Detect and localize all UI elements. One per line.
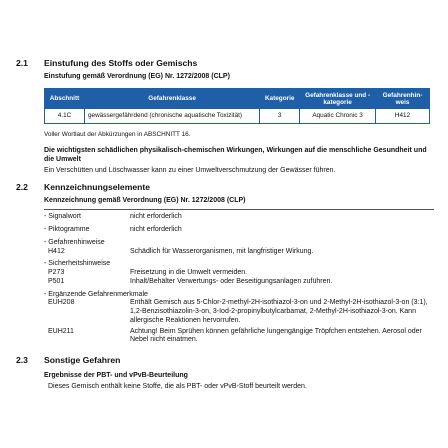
column-header: Gefahrenhin-weis — [376, 89, 430, 109]
subsection-heading: Kennzeichnung gemäß Verordnung (EG) Nr. 1272/2008 (CLP) — [44, 196, 246, 204]
section-2-2 — [16, 182, 434, 345]
precaution-row — [44, 269, 434, 278]
pictogram-label: - Piktogramme — [44, 226, 90, 234]
subsection-heading: Ergebnisse der PBT- und vPvB-Beurteilung — [44, 371, 188, 379]
table-header-row — [45, 89, 430, 109]
abbreviation-note: Voller Wortlaut der Abkürzungen in ABSCHNITT 16. — [44, 131, 191, 139]
supplemental-label-text: - Ergänzende Gefahrenmerkmale — [44, 290, 148, 298]
hazard-statements-label-text: - Gefahrenhinweise — [44, 238, 105, 246]
section-number: 2.2 — [16, 182, 28, 192]
section-title: Sonstige Gefahren — [44, 355, 121, 365]
column-header: Kategorie — [260, 89, 300, 109]
section-title: Einstufung des Stoffs oder Gemischs — [44, 58, 198, 68]
label-row-pictogram — [44, 226, 434, 235]
divider — [44, 209, 434, 210]
effects-heading: Die wichtigsten schädlichen physikalisch-chemischen Wirkungen, Wirkungen auf die menschliche Gesundheit und die Umwelt — [44, 147, 427, 164]
signal-word-label: - Signalwort — [44, 213, 81, 221]
hazard-statement-row — [44, 248, 434, 257]
supplemental-code: EUH208 — [48, 299, 75, 307]
precaution-text: Freisetzung in die Umwelt vermeiden. — [130, 269, 248, 277]
hazard-statements-label — [44, 239, 434, 248]
column-header: Gefahrenklasse und -kategorie — [300, 89, 376, 109]
table-cell: 3 — [260, 109, 300, 124]
section-number: 2.1 — [16, 58, 28, 68]
supplemental-code: EUH211 — [48, 327, 74, 335]
table-row — [45, 109, 430, 124]
column-header: Gefahrenklasse — [84, 89, 259, 109]
table-cell: H412 — [376, 109, 430, 124]
column-header: Abschnitt — [45, 89, 85, 109]
supplemental-row — [44, 299, 434, 325]
supplemental-label — [44, 291, 434, 300]
label-row-signal — [44, 213, 434, 222]
table-cell: 4.1C — [45, 109, 85, 124]
subsection-heading: Einstufung gemäß Verordnung (EG) Nr. 1272/2008 (CLP) — [44, 72, 230, 80]
hazard-classification-table — [44, 88, 430, 124]
supplemental-text: Achtung! Beim Sprühen können gefährliche lungengängige Tröpfchen entstehen. Aerosol oder Nebel nicht einatmen. — [130, 327, 422, 344]
section-title: Kennzeichnungselemente — [44, 182, 151, 192]
supplemental-row — [44, 328, 434, 346]
section-2-1 — [16, 58, 434, 176]
section-number: 2.3 — [16, 355, 28, 365]
table-cell: Aquatic Chronic 3 — [300, 109, 376, 124]
pbt-assessment-text: Dieses Gemisch enthält keine Stoffe, die als PBT- oder vPvB-Stoff beurteilt werden. — [48, 383, 307, 391]
section-heading — [16, 355, 434, 366]
section-heading — [16, 58, 434, 69]
section-2-3 — [16, 355, 434, 392]
pictogram-value: nicht erforderlich — [130, 226, 182, 234]
precaution-row — [44, 278, 434, 287]
supplemental-text: Enthält Gemisch aus 5-Chlor-2-methyl-2H-isothiazol-3-on und 2-Methyl-2H-isothiazol-3-on (3:1), 1,2-Benzisothiazolin-3-on, 3-Iod-2-propinylbutylcarbamat, 2-Methyl-2H-isothiazol-3-on. Kann allergische Reaktionen hervorrufen. — [130, 299, 428, 324]
hazard-text: Schädlich für Wasserorganismen, mit langfristiger Wirkung. — [130, 247, 314, 255]
hazard-code: H412 — [48, 247, 65, 255]
precautionary-label — [44, 260, 434, 269]
section-heading — [16, 182, 434, 193]
signal-word-value: nicht erforderlich — [130, 213, 182, 221]
effects-text: Ein Verschütten und Löschwasser kann zu einer Umweltverschmutzung der Gewässer führen. — [44, 166, 336, 174]
precautionary-label-text: - Sicherheitshinweise — [44, 260, 111, 268]
table-cell: gewässergefährdend (chronische aquatische Toxizität) — [84, 109, 259, 124]
precaution-code: P501 — [48, 277, 65, 285]
precaution-text: Inhalt/Behälter Verwertungs- oder Beseitigungsanlagen zuführen. — [130, 277, 333, 285]
precaution-code: P273 — [48, 269, 65, 277]
